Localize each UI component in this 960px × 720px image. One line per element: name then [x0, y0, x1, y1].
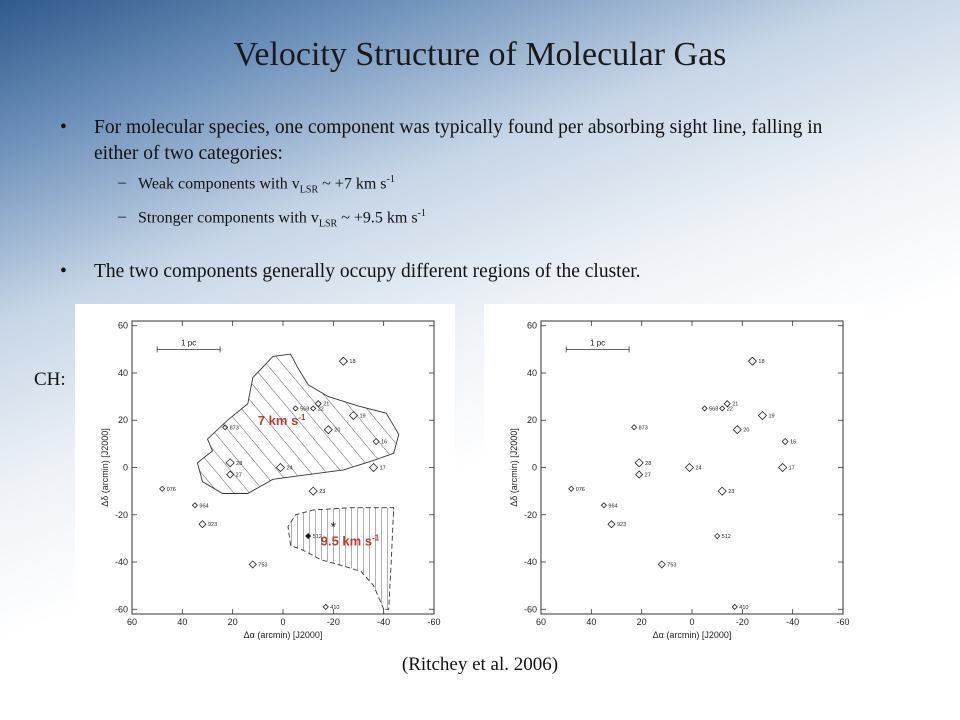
star-label: 24	[286, 465, 293, 472]
x-tick-label: 0	[689, 617, 695, 627]
star-label: 23	[728, 489, 735, 496]
star-label: 410	[330, 604, 340, 611]
star-label: 568	[709, 406, 719, 413]
citation: (Ritchey et al. 2006)	[401, 654, 559, 675]
chart-right-svg	[484, 304, 864, 654]
x-tick-label: 40	[177, 617, 188, 627]
star-label: 20	[334, 427, 341, 434]
y-tick-label: 20	[526, 415, 537, 426]
x-tick-label: -60	[427, 617, 441, 627]
x-axis-label: Δα (arcmin) [J2000]	[652, 630, 732, 640]
star-marker	[339, 357, 347, 365]
star-marker	[782, 439, 788, 445]
star-label: 753	[667, 562, 677, 569]
star-marker	[632, 425, 637, 430]
velocity-label: 9.5 km $s^{-1}$	[320, 533, 380, 549]
star-label: 20	[743, 427, 750, 434]
star-label: 512	[312, 534, 322, 541]
x-tick-label: -60	[836, 617, 850, 627]
y-tick-label: -60	[114, 604, 128, 615]
star-marker	[601, 503, 606, 508]
y-tick-label: 40	[117, 367, 128, 378]
star-label: 16	[790, 439, 797, 446]
species-label: CH:	[34, 369, 66, 390]
star-marker	[249, 561, 256, 568]
star-marker	[192, 503, 197, 508]
y-tick-label: -20	[114, 509, 128, 520]
star-marker	[732, 604, 737, 609]
y-tick-label: 0	[122, 462, 128, 473]
asterisk-marker: *	[330, 518, 337, 535]
y-tick-label: -40	[114, 557, 128, 568]
star-marker	[658, 561, 665, 568]
x-tick-label: 60	[126, 617, 138, 627]
star-label: 28	[236, 460, 243, 467]
dash-marker: –	[118, 208, 126, 225]
star-label: 18	[758, 359, 765, 366]
star-label: 923	[616, 522, 627, 529]
star-label: 512	[721, 534, 731, 541]
star-label: 27	[644, 472, 651, 479]
y-tick-label: -40	[523, 557, 537, 568]
x-tick-label: -40	[786, 617, 800, 627]
star-label: 076	[575, 486, 585, 493]
bullet-text: The two components generally occupy different regions of the cluster.	[94, 261, 641, 282]
star-label: 22	[726, 406, 733, 413]
star-label: 27	[235, 472, 242, 479]
x-tick-label: 0	[280, 617, 286, 627]
star-marker	[608, 521, 615, 528]
y-tick-label: -60	[523, 604, 537, 615]
bullet-point	[60, 115, 854, 167]
region-9.5kms	[288, 508, 394, 610]
bullet-text: For molecular species, one component was typically found per absorbing sight line, falling in either of two categories:	[94, 117, 823, 164]
star-marker	[685, 464, 693, 472]
y-axis-label: Δδ (arcmin) [J2000]	[509, 428, 519, 507]
scale-bar-label: 1 pc	[181, 338, 197, 348]
y-tick-label: 60	[117, 320, 128, 331]
star-label: 19	[359, 413, 366, 420]
star-marker	[702, 406, 707, 411]
plot-frame	[541, 321, 843, 614]
scale-bar-label: 1 pc	[590, 338, 606, 348]
star-marker	[199, 521, 206, 528]
dash-marker: –	[118, 174, 126, 191]
star-label: 22	[317, 406, 324, 413]
chart-right	[484, 304, 864, 654]
star-marker	[720, 406, 725, 411]
star-label: 964	[608, 503, 618, 510]
star-label: 18	[349, 359, 356, 366]
y-tick-label: 60	[526, 320, 537, 331]
star-label: 873	[638, 425, 648, 432]
x-tick-label: 60	[535, 617, 547, 627]
star-label: 19	[768, 413, 775, 420]
star-marker	[779, 464, 787, 472]
star-label: 16	[381, 439, 388, 446]
star-label: 964	[199, 503, 209, 510]
star-label: 923	[207, 522, 218, 529]
star-label: 21	[732, 401, 739, 408]
star-label: 21	[323, 401, 330, 408]
y-tick-label: 40	[526, 367, 537, 378]
star-marker	[636, 471, 643, 478]
y-tick-label: -20	[523, 509, 537, 520]
star-label: 23	[319, 489, 326, 496]
x-tick-label: 20	[227, 617, 238, 627]
y-tick-label: 20	[117, 415, 128, 426]
sub-bullet-text: Stronger components with $v_{LSR}$ ~ +9.5 km $s^{-1}$	[138, 208, 426, 230]
x-tick-label: -20	[326, 617, 340, 627]
y-axis-label: Δδ (arcmin) [J2000]	[100, 428, 110, 507]
chart-left-svg	[75, 304, 455, 654]
sub-bullet-weak	[118, 174, 395, 196]
bullet-point	[60, 259, 854, 285]
star-marker	[309, 487, 317, 495]
x-tick-label: -40	[377, 617, 391, 627]
slide-title: Velocity Structure of Molecular Gas	[233, 36, 727, 73]
star-marker	[160, 486, 165, 491]
star-marker	[715, 534, 720, 539]
x-tick-label: -20	[735, 617, 749, 627]
star-label: 076	[166, 486, 176, 493]
sub-bullet-strong	[118, 208, 426, 230]
star-label: 17	[379, 465, 386, 472]
velocity-label: 7 km $s^{-1}$	[257, 412, 306, 428]
star-marker	[733, 426, 741, 434]
star-label: 753	[258, 562, 268, 569]
star-label: 24	[695, 465, 702, 472]
star-marker	[370, 464, 378, 472]
chart-left	[75, 304, 455, 654]
star-label: 28	[645, 460, 652, 467]
star-label: 568	[300, 406, 310, 413]
bullet-marker: •	[60, 261, 67, 282]
star-marker	[323, 604, 328, 609]
star-label: 17	[788, 465, 795, 472]
star-label: 873	[229, 425, 239, 432]
star-marker	[718, 487, 726, 495]
star-marker	[748, 357, 756, 365]
star-marker	[635, 459, 643, 467]
star-marker	[758, 412, 766, 420]
x-tick-label: 20	[636, 617, 647, 627]
y-tick-label: 0	[531, 462, 537, 473]
star-label: 410	[739, 604, 749, 611]
bullet-marker: •	[60, 117, 67, 138]
x-axis-label: Δα (arcmin) [J2000]	[243, 630, 323, 640]
sub-bullet-text: Weak components with $v_{LSR}$ ~ +7 km $s^{-1}$	[138, 174, 395, 196]
x-tick-label: 40	[586, 617, 597, 627]
star-marker	[569, 486, 574, 491]
